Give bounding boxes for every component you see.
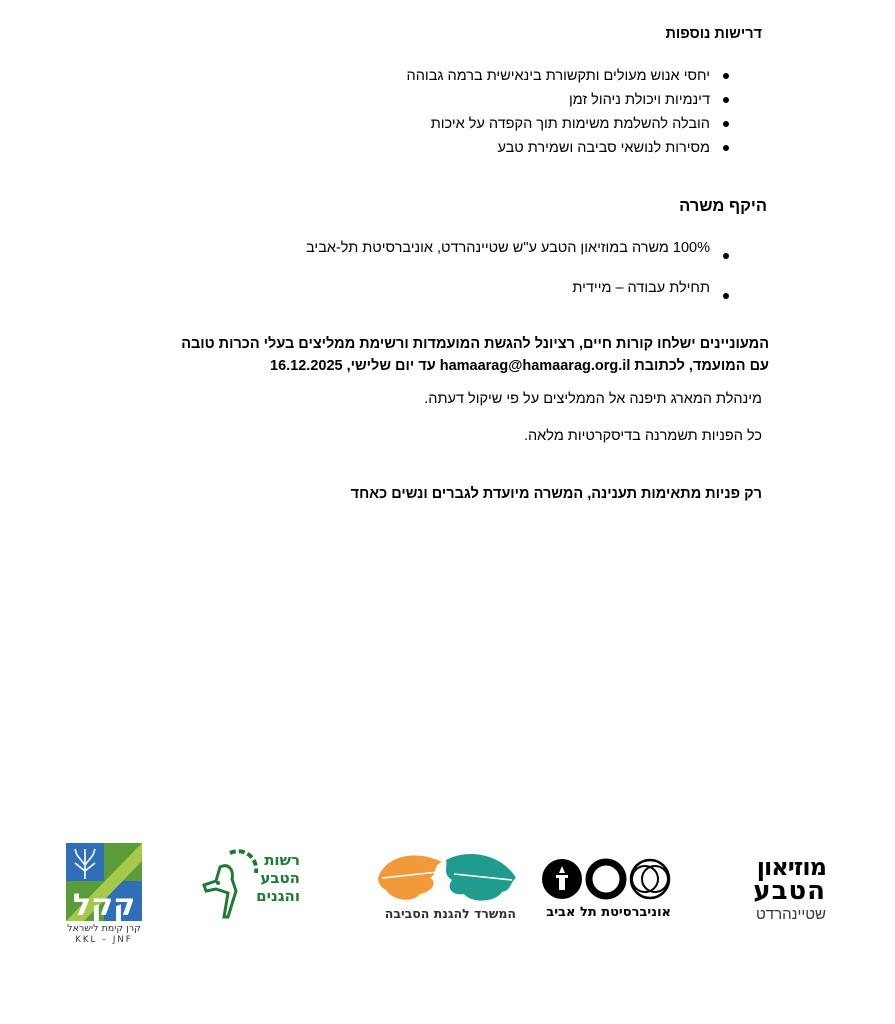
list-item: תחילת עבודה – מיידית xyxy=(306,276,736,316)
parks-line2: הטבע xyxy=(260,869,300,887)
requirements-list xyxy=(407,64,736,160)
application-line: המעוניינים ישלחו קורות חיים, רציונל להגשת המועמדות ורשימת ממליצים בעלי הכרות טובה xyxy=(181,336,769,352)
env-ministry-logo xyxy=(372,848,522,928)
list-item: הובלה להשלמת משימות תוך הקפדה על איכות xyxy=(407,112,736,136)
note-referees: מינהלת המארג תיפנה אל הממליצים על פי שיקול דעתה. xyxy=(424,391,762,407)
kkl-latin: KKL – JNF xyxy=(75,935,133,945)
ibex-icon xyxy=(200,847,262,919)
list-item: דינמיות ויכולת ניהול זמן xyxy=(407,88,736,112)
kkl-logo xyxy=(64,843,144,945)
tau-logo xyxy=(540,857,675,927)
env-ministry-label: המשרד להגנת הסביבה xyxy=(384,906,516,921)
application-line: עם המועמד, לכתובת hamaarag@hamaarag.org.il עד יום שלישי, 16.12.2025 xyxy=(270,358,769,374)
museum-logo-line3: שטיינהרדט xyxy=(756,905,826,923)
museum-logo-line1: מוזיאון xyxy=(756,853,826,881)
requirements-title: דרישות נוספות xyxy=(665,26,762,42)
museum-logo xyxy=(716,855,828,927)
parks-line3: והגנים xyxy=(256,887,300,905)
note-discretion: כל הפניות תשמרנה בדיסקרטיות מלאה. xyxy=(523,428,762,444)
list-item: 100% משרה במוזיאון הטבע ע"ש שטיינהרדט, אוניברסיטת תל-אביב xyxy=(306,236,736,276)
scope-title: היקף משרה xyxy=(679,197,767,215)
leaves-icon xyxy=(372,848,522,904)
museum-logo-line2: הטבע xyxy=(753,876,826,906)
closing-note: רק פניות מתאימות תענינה, המשרה מיועדת לגברים ונשים כאחד xyxy=(350,486,762,502)
tau-label: אוניברסיטת תל אביב xyxy=(546,905,671,920)
kkl-label: קרן קימת לישראל xyxy=(67,923,141,934)
kkl-emblem-icon xyxy=(66,843,142,921)
application-instructions xyxy=(181,333,769,377)
parks-line1: רשות xyxy=(264,851,300,869)
list-item: יחסי אנוש מעולים ותקשורת בינאישית ברמה גבוהה xyxy=(407,64,736,88)
tau-circles-icon xyxy=(540,857,675,903)
list-item: מסירות לנושאי סביבה ושמירת טבע xyxy=(407,136,736,160)
parks-authority-logo xyxy=(200,847,300,922)
scope-list xyxy=(306,236,736,316)
kkl-mark: קקל xyxy=(72,888,136,921)
